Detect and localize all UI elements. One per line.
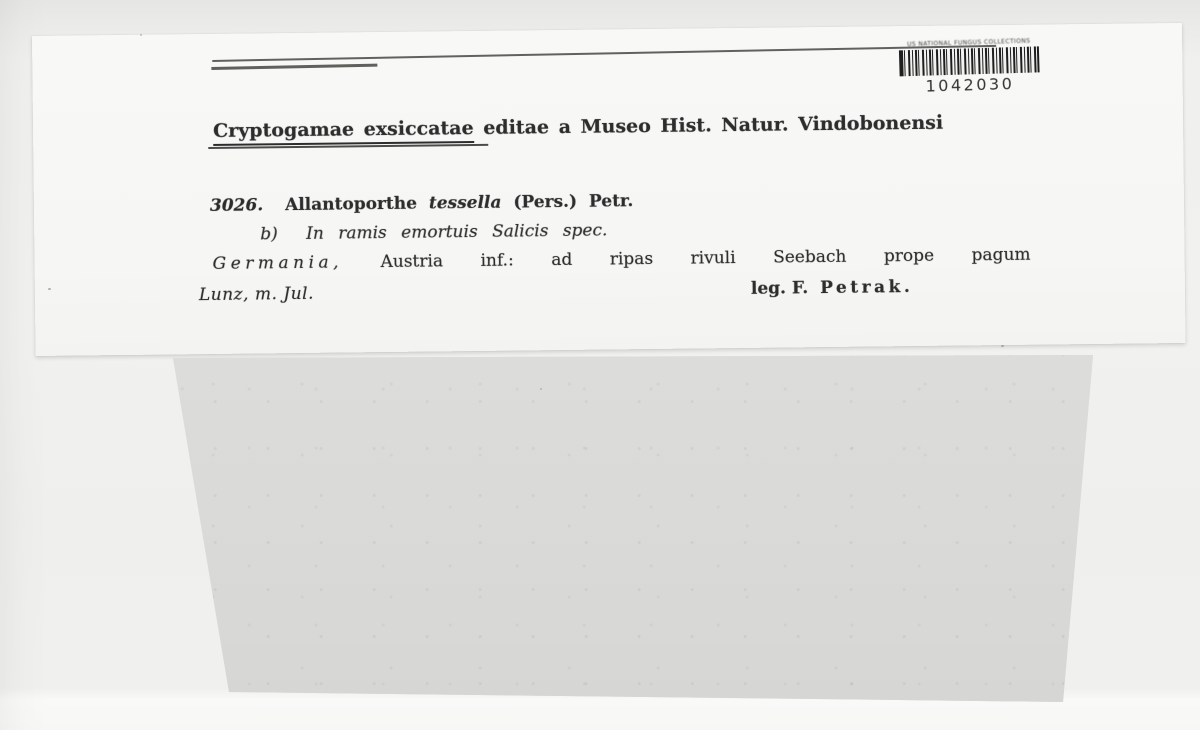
collector-credit: [751, 277, 914, 299]
barcode-icon: [899, 46, 1040, 76]
specimen-label-card: [32, 23, 1186, 356]
host-genus: Salicis: [491, 221, 549, 242]
locality-end: Lunz, m. Jul.: [198, 283, 315, 306]
substrate-text: In ramis emortuis: [306, 221, 478, 244]
legit-prefix: leg. F.: [750, 278, 809, 299]
collector-line: [199, 276, 1039, 306]
dust-speck: [140, 34, 142, 36]
locality-text: Austria inf.: ad ripas rivuli Seebach prope pagum: [380, 244, 1031, 273]
author-citation: (Pers.) Petr.: [513, 191, 634, 213]
barcode-sticker: [890, 37, 1050, 97]
dust-speck: [1001, 345, 1004, 347]
substrate-line: [260, 220, 607, 244]
genus-name: Allantoporthe: [284, 193, 418, 216]
barcode-number: 1042030: [925, 74, 1015, 96]
species-epithet: tessella: [428, 192, 502, 214]
country-name: Germania,: [212, 252, 344, 274]
top-rule-secondary: [211, 64, 377, 70]
series-title-rest: editae a Museo Hist. Natur. Vindobonensi: [483, 111, 944, 139]
species-line: [210, 191, 634, 216]
barcode-caption: US NATIONAL FUNGUS COLLECTIONS: [906, 37, 1031, 49]
top-rule: [212, 45, 996, 62]
specimen-packet: [150, 340, 1110, 712]
collector-name: Petrak.: [820, 277, 914, 299]
collection-number: 3026.: [209, 195, 264, 216]
series-title: [213, 110, 1113, 142]
substrate-item-letter: b): [260, 224, 278, 245]
dust-speck: [540, 388, 542, 390]
substrate-suffix: spec.: [562, 220, 608, 241]
locality-line: [212, 245, 1030, 274]
dust-speck: [48, 288, 51, 290]
series-title-underlined: Cryptogamae exsiccatae: [213, 117, 474, 146]
